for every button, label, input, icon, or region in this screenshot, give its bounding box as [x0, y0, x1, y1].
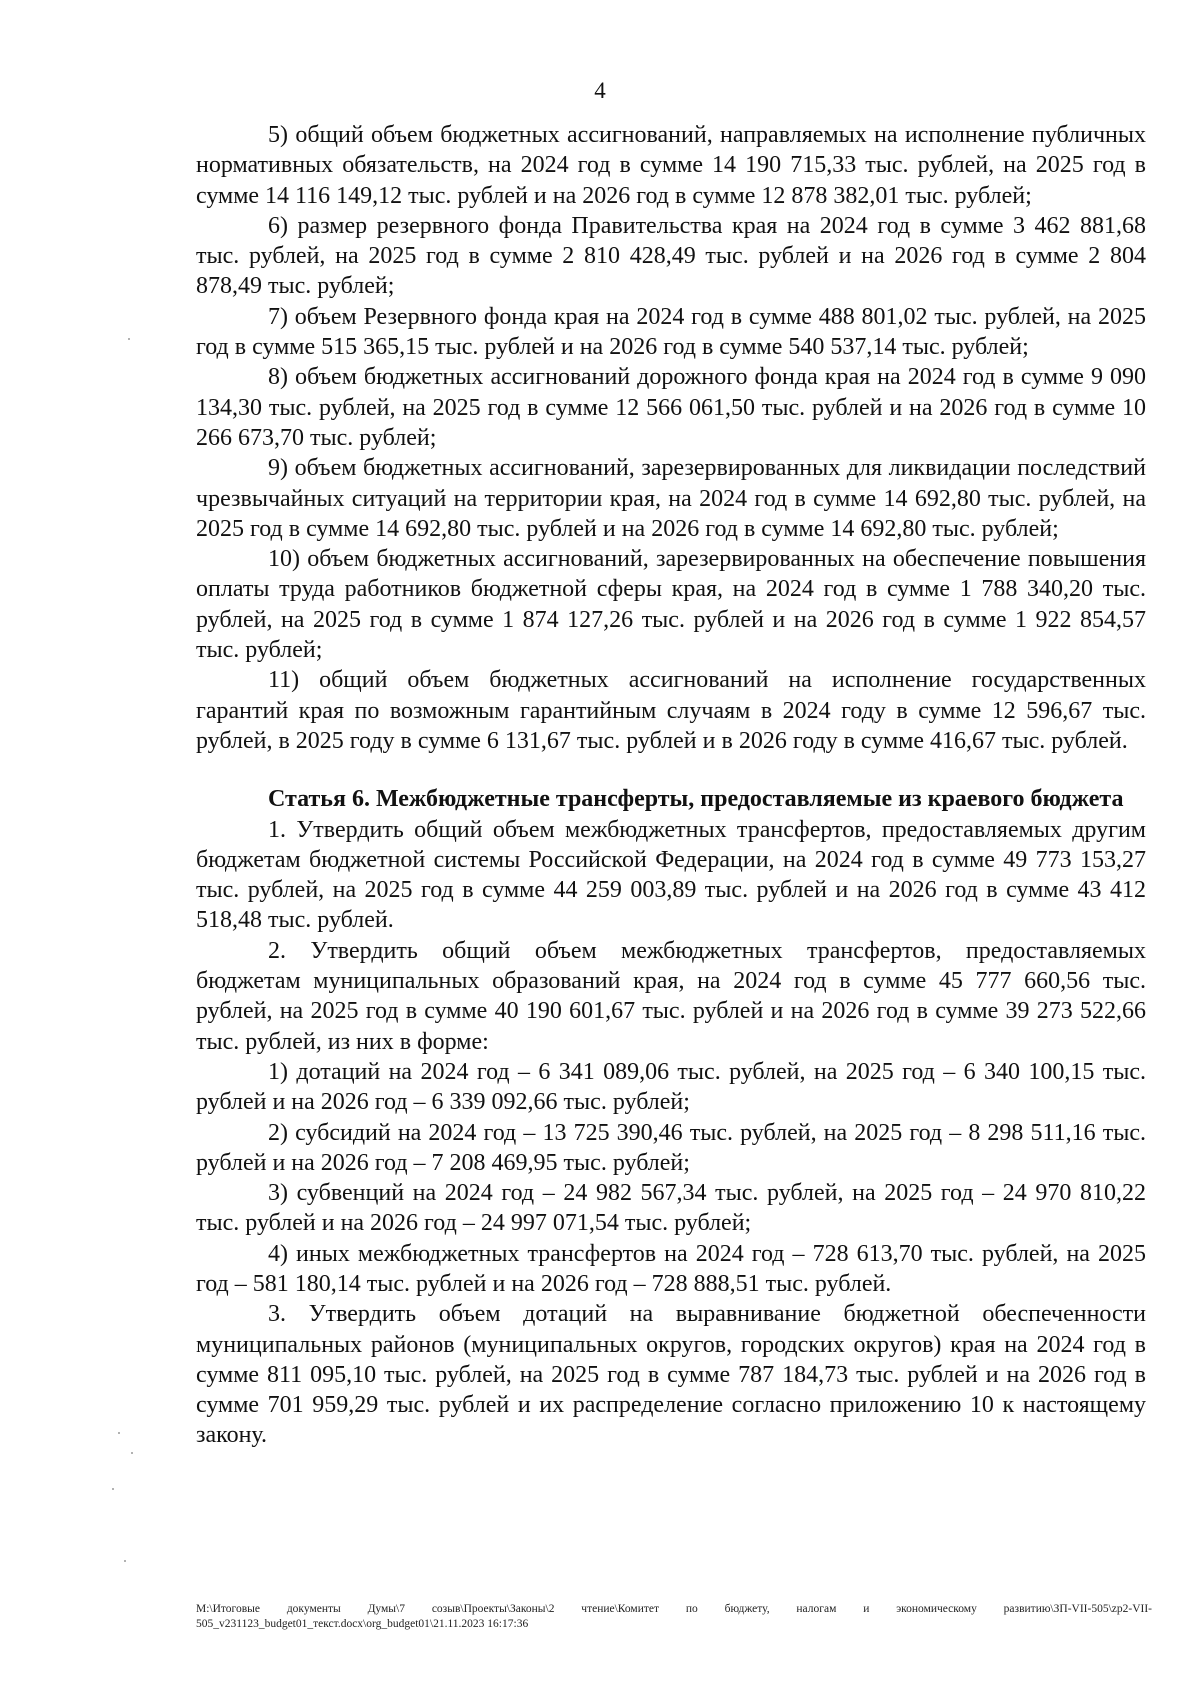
article-6-subitem-1: 1) дотаций на 2024 год – 6 341 089,06 тыс. рублей, на 2025 год – 6 340 100,15 тыс. рублей и на 2026 год – 6 339 092,66 тыс. рублей; — [196, 1058, 1146, 1116]
scan-speck — [118, 1432, 120, 1434]
article-6-subitem-2: 2) субсидий на 2024 год – 13 725 390,46 тыс. рублей, на 2025 год – 8 298 511,16 тыс. рублей и на 2026 год – 7 208 469,95 тыс. рублей; — [196, 1119, 1146, 1176]
paragraph-item-7: 7) объем Резервного фонда края на 2024 год в сумме 488 801,02 тыс. рублей, на 2025 год в сумме 515 365,15 тыс. рублей и на 2026 год в сумме 540 537,14 тыс. рублей; — [196, 303, 1146, 361]
article-6-item-2: 2. Утвердить общий объем межбюджетных трансфертов, предоставляемых бюджетам муниципальных образований края, на 2024 год в сумме 45 777 660,56 тыс. рублей, на 2025 год в сумме 40 190 601,67 тыс. рублей и на 2026 год в сумме 39 273 522,66 тыс. рублей, из них в форме: — [196, 937, 1146, 1055]
article-6-item-1: 1. Утвердить общий объем межбюджетных трансфертов, предоставляемых другим бюджетам бюджетной системы Российской Федерации, на 2024 год в сумме 49 773 153,27 тыс. рублей, на 2025 год в сумме 44 259 003,89 тыс. рублей и на 2026 год в сумме 43 412 518,48 тыс. рублей. — [196, 816, 1146, 934]
paragraph-item-5: 5) общий объем бюджетных ассигнований, направляемых на исполнение публичных нормативных обязательств, на 2024 год в сумме 14 190 715,33 тыс. рублей, на 2025 год в сумме 14 116 149,12 тыс. рублей и на 2026 год в сумме 12 878 382,01 тыс. рублей; — [196, 122, 1146, 209]
article-6-title: Статья 6. Межбюджетные трансферты, предоставляемые из краевого бюджета — [268, 786, 1124, 813]
footer-file-path: M:\Итоговые документы Думы\7 созыв\Проекты\Законы\2 чтение\Комитет по бюджету, налогам и экономическому развитию\ЗП-VII-505\zp2-VII-505_v231123_budget01_текст.docx\org_budget01\21.11.2023 16:17:36 — [196, 1603, 1152, 1630]
paragraph-item-10: 10) объем бюджетных ассигнований, зарезервированных на обеспечение повышения оплаты труда работников бюджетной сферы края, на 2024 год в сумме 1 788 340,20 тыс. рублей, на 2025 год в сумме 1 874 127,26 тыс. рублей и на 2026 год в сумме 1 922 854,57 тыс. рублей; — [196, 546, 1146, 664]
paragraph-item-9: 9) объем бюджетных ассигнований, зарезервированных для ликвидации последствий чрезвычайных ситуаций на территории края, на 2024 год в сумме 14 692,80 тыс. рублей, на 2025 год в сумме 14 692,80 тыс. рублей и на 2026 год в сумме 14 692,80 тыс. рублей; — [196, 455, 1146, 542]
paragraph-item-6: 6) размер резервного фонда Правительства края на 2024 год в сумме 3 462 881,68 тыс. рублей, на 2025 год в сумме 2 810 428,49 тыс. рублей и на 2026 год в сумме 2 804 878,49 тыс. рублей; — [196, 212, 1146, 300]
scan-speck — [124, 1560, 126, 1562]
article-6-subitem-4: 4) иных межбюджетных трансфертов на 2024 год – 728 613,70 тыс. рублей, на 2025 год – 581 180,14 тыс. рублей и на 2026 год – 728 888,51 тыс. рублей. — [196, 1240, 1146, 1297]
scan-speck — [112, 1488, 114, 1490]
document-body — [196, 120, 1146, 1451]
article-6-item-3: 3. Утвердить объем дотаций на выравнивание бюджетной обеспеченности муниципальных районов (муниципальных округов, городских округов) края на 2024 год в сумме 811 095,10 тыс. рублей, на 2025 год в сумме 787 184,73 тыс. рублей и на 2026 год в сумме 701 959,29 тыс. рублей и их распределение согласно приложению 10 к настоящему закону. — [196, 1301, 1146, 1449]
page-number: 4 — [594, 78, 606, 103]
article-6-subitem-3: 3) субвенций на 2024 год – 24 982 567,34 тыс. рублей, на 2025 год – 24 970 810,22 тыс. рублей и на 2026 год – 24 997 071,54 тыс. рублей; — [196, 1180, 1146, 1237]
paragraph-item-11: 11) общий объем бюджетных ассигнований на исполнение государственных гарантий края по возможным гарантийным случаям в 2024 году в сумме 12 596,67 тыс. рублей, в 2025 году в сумме 6 131,67 тыс. рублей и в 2026 году в сумме 416,67 тыс. рублей. — [196, 667, 1146, 754]
paragraph-item-8: 8) объем бюджетных ассигнований дорожного фонда края на 2024 год в сумме 9 090 134,30 тыс. рублей, на 2025 год в сумме 12 566 061,50 тыс. рублей и на 2026 год в сумме 10 266 673,70 тыс. рублей; — [196, 364, 1146, 451]
scan-speck — [128, 338, 130, 340]
scan-speck — [131, 1452, 133, 1454]
